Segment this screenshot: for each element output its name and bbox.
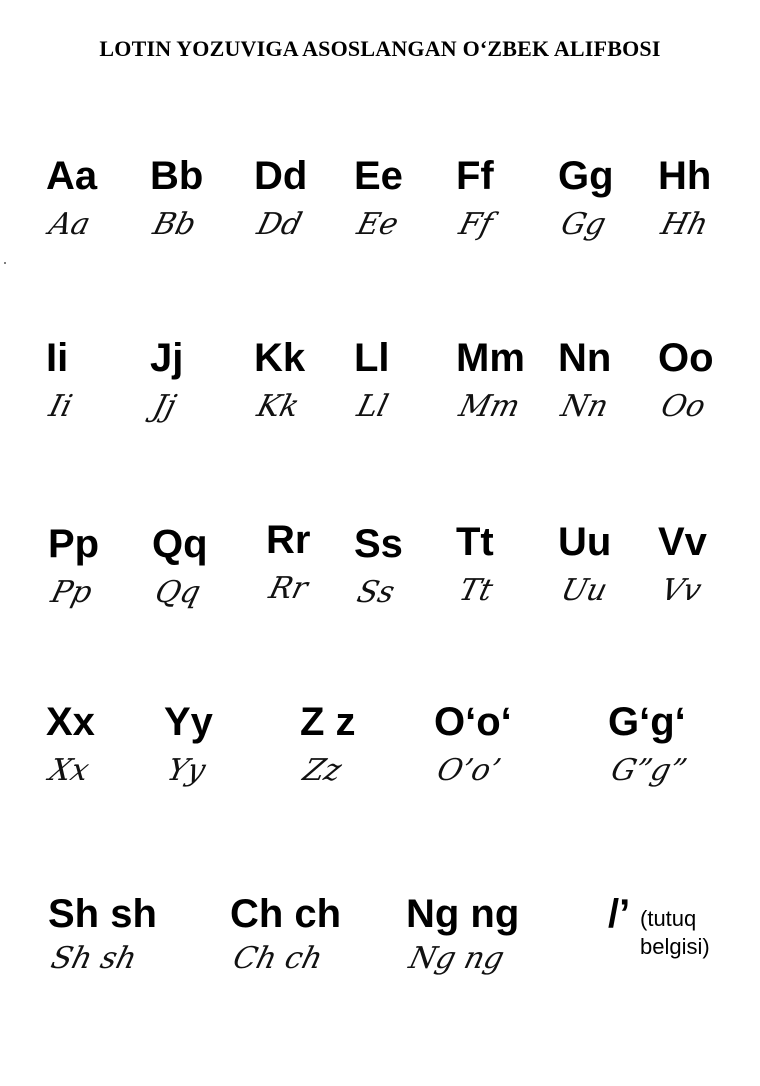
print-letter: Pp — [48, 522, 100, 566]
print-letter: Aa — [46, 154, 98, 198]
letter-cell-u — [558, 522, 611, 606]
script-letter: Sh sh — [47, 941, 141, 976]
letter-cell-s — [354, 524, 403, 608]
letter-cell-g — [558, 156, 614, 240]
letter-cell-p — [48, 524, 99, 608]
letter-cell-r — [266, 520, 310, 604]
print-letter: Kk — [254, 336, 306, 380]
print-letter: Nn — [558, 336, 612, 380]
script-letter: Pp — [47, 575, 96, 610]
print-letter: Ee — [354, 154, 403, 198]
print-letter: Vv — [658, 520, 707, 564]
script-letter: Oo — [657, 389, 709, 424]
script-letter: Ss — [353, 575, 399, 610]
letter-cell-q — [152, 524, 208, 608]
letter-cell-tutuq — [608, 894, 630, 934]
letter-cell-g-apostrophe — [607, 700, 691, 788]
print-letter: Oo — [658, 336, 714, 380]
script-letter: Bb — [149, 207, 200, 242]
letter-cell-l — [354, 338, 390, 422]
print-letter: Xx — [46, 700, 95, 744]
script-letter: Gg — [557, 207, 610, 242]
print-letter: Dd — [254, 154, 308, 198]
script-letter: G”g” — [607, 753, 691, 788]
script-letter: Ng ng — [405, 941, 508, 976]
print-letter: Ii — [46, 336, 69, 380]
script-letter: O’o’ — [433, 753, 504, 788]
print-letter: Ff — [456, 154, 494, 198]
script-letter: Mm — [455, 389, 524, 424]
print-letter: Hh — [658, 154, 712, 198]
print-letter: Mm — [456, 336, 525, 380]
print-letter: Sh sh — [48, 892, 157, 936]
letter-cell-h — [658, 156, 711, 240]
scan-speck — [4, 262, 6, 264]
letter-cell-d — [254, 156, 307, 240]
print-letter: Tt — [456, 520, 494, 564]
script-letter: Ii — [45, 389, 76, 424]
print-letter: O‘o‘ — [434, 700, 512, 744]
script-letter: Hh — [657, 207, 712, 242]
letter-cell-e — [354, 156, 403, 240]
script-letter: Ch ch — [229, 941, 327, 976]
script-letter: Ff — [455, 207, 497, 242]
script-letter: Qq — [151, 575, 205, 610]
script-letter: Yy — [163, 753, 209, 788]
script-letter: Nn — [557, 389, 612, 424]
script-letter: Rr — [265, 571, 312, 606]
script-letter: Vv — [657, 573, 705, 608]
script-letter: Jj — [149, 389, 180, 424]
print-letter: Yy — [164, 700, 213, 744]
print-letter: G‘g‘ — [608, 700, 686, 744]
letter-cell-t — [455, 520, 497, 608]
print-letter: Gg — [558, 154, 614, 198]
print-letter: Uu — [558, 520, 612, 564]
script-letter: Kk — [253, 389, 303, 424]
tutuq-note-line2: belgisi) — [640, 934, 710, 959]
letter-cell-f — [455, 154, 497, 242]
tutuq-note-line1: (tutuq — [640, 906, 697, 931]
letter-cell-i — [45, 336, 76, 424]
letter-cell-o-apostrophe — [434, 702, 512, 786]
script-letter: Xx — [45, 753, 93, 788]
letter-cell-x — [46, 702, 95, 786]
print-letter: Ch ch — [230, 892, 342, 936]
letter-cell-j — [150, 338, 183, 422]
letter-cell-o — [658, 338, 714, 422]
print-letter: Ss — [354, 522, 403, 566]
print-letter: Ng ng — [406, 892, 520, 936]
script-letter: Tt — [455, 573, 497, 608]
script-letter: Uu — [557, 573, 611, 608]
script-letter: Aa — [45, 207, 94, 242]
page-title: LOTIN YOZUVIGA ASOSLANGAN O‘ZBEK ALIFBOSI — [99, 36, 661, 61]
letter-cell-b — [150, 156, 203, 240]
script-letter: Zz — [299, 753, 345, 788]
print-letter: Ll — [354, 336, 390, 380]
print-letter: Rr — [266, 518, 311, 562]
letter-cell-n — [558, 338, 611, 422]
print-letter: Bb — [150, 154, 204, 198]
letter-cell-m — [456, 338, 525, 422]
script-letter: Ee — [353, 207, 402, 242]
print-letter: Qq — [152, 522, 208, 566]
print-letter: Z z — [300, 700, 356, 744]
letter-cell-sh — [48, 894, 157, 974]
print-letter: /’ — [608, 892, 631, 936]
letter-cell-k — [254, 338, 305, 422]
script-letter: Ll — [353, 389, 392, 424]
letter-cell-ch — [230, 894, 341, 974]
letter-cell-y — [164, 702, 213, 786]
letter-cell-a — [46, 156, 97, 240]
letter-cell-ng — [406, 894, 519, 974]
script-letter: Dd — [253, 207, 306, 242]
letter-cell-z — [300, 702, 356, 786]
letter-cell-v — [658, 522, 707, 606]
print-letter: Jj — [150, 336, 184, 380]
